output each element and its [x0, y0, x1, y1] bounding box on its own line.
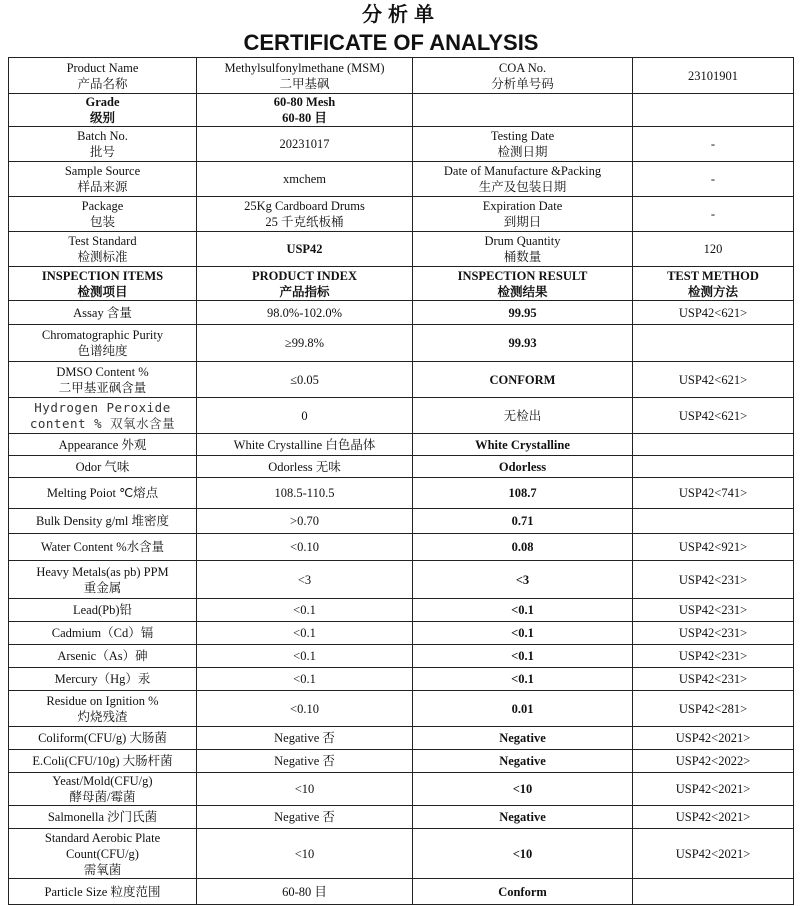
- table-row: [9, 691, 794, 727]
- inspection-result: Negative: [413, 727, 633, 750]
- test-method: [633, 434, 794, 456]
- product-name-value: Methylsulfonylmethane (MSM) 二甲基砜: [197, 58, 413, 94]
- inspection-result: <10: [413, 829, 633, 879]
- inspection-item: Particle Size 粒度范围: [9, 879, 197, 905]
- column-header: INSPECTION RESULT 检测结果: [413, 267, 633, 301]
- test-method: USP42<2021>: [633, 727, 794, 750]
- table-row: [9, 478, 794, 509]
- inspection-result: 108.7: [413, 478, 633, 509]
- batch-value: 20231017: [197, 127, 413, 162]
- inspection-item: Water Content %水含量: [9, 534, 197, 561]
- inspection-result: <0.1: [413, 599, 633, 622]
- drum-qty-label: Drum Quantity 桶数量: [413, 232, 633, 267]
- header-row-standard: [9, 232, 794, 267]
- table-row: [9, 301, 794, 325]
- table-row: [9, 750, 794, 773]
- test-method: USP42<281>: [633, 691, 794, 727]
- inspection-item: Odor 气味: [9, 456, 197, 478]
- product-index: Negative 否: [197, 806, 413, 829]
- inspection-result: CONFORM: [413, 362, 633, 398]
- document-title-cn: 分析单: [362, 2, 440, 26]
- test-method: USP42<231>: [633, 668, 794, 691]
- inspection-result: 0.01: [413, 691, 633, 727]
- product-index: Negative 否: [197, 727, 413, 750]
- header-row-grade: [9, 94, 794, 127]
- table-row: [9, 534, 794, 561]
- table-row: [9, 727, 794, 750]
- inspection-item: Standard Aerobic Plate Count(CFU/g) 需氧菌: [9, 829, 197, 879]
- grade-value: 60-80 Mesh 60-80 目: [197, 94, 413, 127]
- inspection-item: DMSO Content % 二甲基亚砜含量: [9, 362, 197, 398]
- table-row: [9, 398, 794, 434]
- table-row: [9, 879, 794, 905]
- inspection-result: 0.08: [413, 534, 633, 561]
- product-index: ≤0.05: [197, 362, 413, 398]
- expiration-label: Expiration Date 到期日: [413, 197, 633, 232]
- sample-source-label: Sample Source 样品来源: [9, 162, 197, 197]
- inspection-result: 0.71: [413, 509, 633, 534]
- standard-label: Test Standard 检测标准: [9, 232, 197, 267]
- inspection-item: Heavy Metals(as pb) PPM 重金属: [9, 561, 197, 599]
- product-index: <0.10: [197, 691, 413, 727]
- inspection-result: Conform: [413, 879, 633, 905]
- inspection-result: 无检出: [413, 398, 633, 434]
- test-method: [633, 325, 794, 362]
- inspection-result: <0.1: [413, 622, 633, 645]
- header-row-sample: [9, 162, 794, 197]
- product-index: <0.1: [197, 599, 413, 622]
- inspection-item: E.Coli(CFU/10g) 大肠杆菌: [9, 750, 197, 773]
- product-index: Negative 否: [197, 750, 413, 773]
- product-index: <0.1: [197, 645, 413, 668]
- inspection-result: <0.1: [413, 668, 633, 691]
- coa-no-value: 23101901: [633, 58, 794, 94]
- inspection-item: Bulk Density g/ml 堆密度: [9, 509, 197, 534]
- inspection-item: Lead(Pb)铅: [9, 599, 197, 622]
- mfg-date-value: -: [633, 162, 794, 197]
- test-method: USP42<2021>: [633, 829, 794, 879]
- inspection-item: Appearance 外观: [9, 434, 197, 456]
- inspection-item: Cadmium（Cd）镉: [9, 622, 197, 645]
- test-method: USP42<2022>: [633, 750, 794, 773]
- product-index: <10: [197, 829, 413, 879]
- product-index: 108.5-110.5: [197, 478, 413, 509]
- table-row: [9, 362, 794, 398]
- product-index: 98.0%-102.0%: [197, 301, 413, 325]
- table-row: [9, 599, 794, 622]
- table-row: [9, 645, 794, 668]
- test-method: USP42<231>: [633, 645, 794, 668]
- test-method: [633, 509, 794, 534]
- test-method: USP42<621>: [633, 398, 794, 434]
- product-index: >0.70: [197, 509, 413, 534]
- product-index: 0: [197, 398, 413, 434]
- package-label: Package 包装: [9, 197, 197, 232]
- inspection-item: Yeast/Mold(CFU/g) 酵母菌/霉菌: [9, 773, 197, 806]
- header-row-batch: [9, 127, 794, 162]
- table-row: [9, 806, 794, 829]
- product-index: 60-80 目: [197, 879, 413, 905]
- inspection-result: 99.95: [413, 301, 633, 325]
- product-index: ≥99.8%: [197, 325, 413, 362]
- testing-date-label: Testing Date 检测日期: [413, 127, 633, 162]
- inspection-result: <10: [413, 773, 633, 806]
- testing-date-value: -: [633, 127, 794, 162]
- header-row-product: [9, 58, 794, 94]
- standard-value: USP42: [197, 232, 413, 267]
- drum-qty-value: 120: [633, 232, 794, 267]
- column-header: PRODUCT INDEX 产品指标: [197, 267, 413, 301]
- test-method: USP42<621>: [633, 362, 794, 398]
- test-method: USP42<231>: [633, 622, 794, 645]
- inspection-item: Assay 含量: [9, 301, 197, 325]
- column-header: TEST METHOD 检测方法: [633, 267, 794, 301]
- test-method: [633, 456, 794, 478]
- expiration-value: -: [633, 197, 794, 232]
- document-title: CERTIFICATE OF ANALYSIS: [243, 30, 539, 55]
- inspection-result: <3: [413, 561, 633, 599]
- product-index: Odorless 无味: [197, 456, 413, 478]
- product-index: <10: [197, 773, 413, 806]
- inspection-item: Hydrogen Peroxide content % 双氧水含量: [9, 398, 197, 434]
- inspection-result: <0.1: [413, 645, 633, 668]
- table-row: [9, 561, 794, 599]
- test-method: USP42<2021>: [633, 773, 794, 806]
- table-row: [9, 456, 794, 478]
- table-row: [9, 773, 794, 806]
- test-method: USP42<2021>: [633, 806, 794, 829]
- product-name-label: Product Name 产品名称: [9, 58, 197, 94]
- inspection-item: Chromatographic Purity 色谱纯度: [9, 325, 197, 362]
- test-method: USP42<231>: [633, 561, 794, 599]
- inspection-item: Melting Poiot ℃熔点: [9, 478, 197, 509]
- inspection-item: Arsenic（As）砷: [9, 645, 197, 668]
- test-method: USP42<741>: [633, 478, 794, 509]
- coa-table: [8, 57, 794, 905]
- table-row: [9, 509, 794, 534]
- inspection-result: 99.93: [413, 325, 633, 362]
- product-index: <0.1: [197, 668, 413, 691]
- product-index: <3: [197, 561, 413, 599]
- column-header: INSPECTION ITEMS 检测项目: [9, 267, 197, 301]
- test-method: USP42<231>: [633, 599, 794, 622]
- coa-no-label: COA No. 分析单号码: [413, 58, 633, 94]
- product-index: <0.1: [197, 622, 413, 645]
- test-method: [633, 879, 794, 905]
- table-row: [9, 622, 794, 645]
- mfg-date-label: Date of Manufacture &Packing 生产及包装日期: [413, 162, 633, 197]
- inspection-item: Coliform(CFU/g) 大肠菌: [9, 727, 197, 750]
- inspection-result: Odorless: [413, 456, 633, 478]
- inspection-result: White Crystalline: [413, 434, 633, 456]
- grade-empty-2: [633, 94, 794, 127]
- product-index: <0.10: [197, 534, 413, 561]
- inspection-result: Negative: [413, 750, 633, 773]
- inspection-item: Mercury（Hg）汞: [9, 668, 197, 691]
- test-method: USP42<921>: [633, 534, 794, 561]
- inspection-result: Negative: [413, 806, 633, 829]
- header-row-package: [9, 197, 794, 232]
- table-row: [9, 325, 794, 362]
- test-method: USP42<621>: [633, 301, 794, 325]
- inspection-item: Residue on Ignition % 灼烧残渣: [9, 691, 197, 727]
- table-row: [9, 668, 794, 691]
- package-value: 25Kg Cardboard Drums 25 千克纸板桶: [197, 197, 413, 232]
- grade-label: Grade 级别: [9, 94, 197, 127]
- batch-label: Batch No. 批号: [9, 127, 197, 162]
- table-row: [9, 434, 794, 456]
- table-row: [9, 829, 794, 879]
- column-header-row: [9, 267, 794, 301]
- grade-empty-1: [413, 94, 633, 127]
- sample-source-value: xmchem: [197, 162, 413, 197]
- product-index: White Crystalline 白色晶体: [197, 434, 413, 456]
- inspection-item: Salmonella 沙门氏菌: [9, 806, 197, 829]
